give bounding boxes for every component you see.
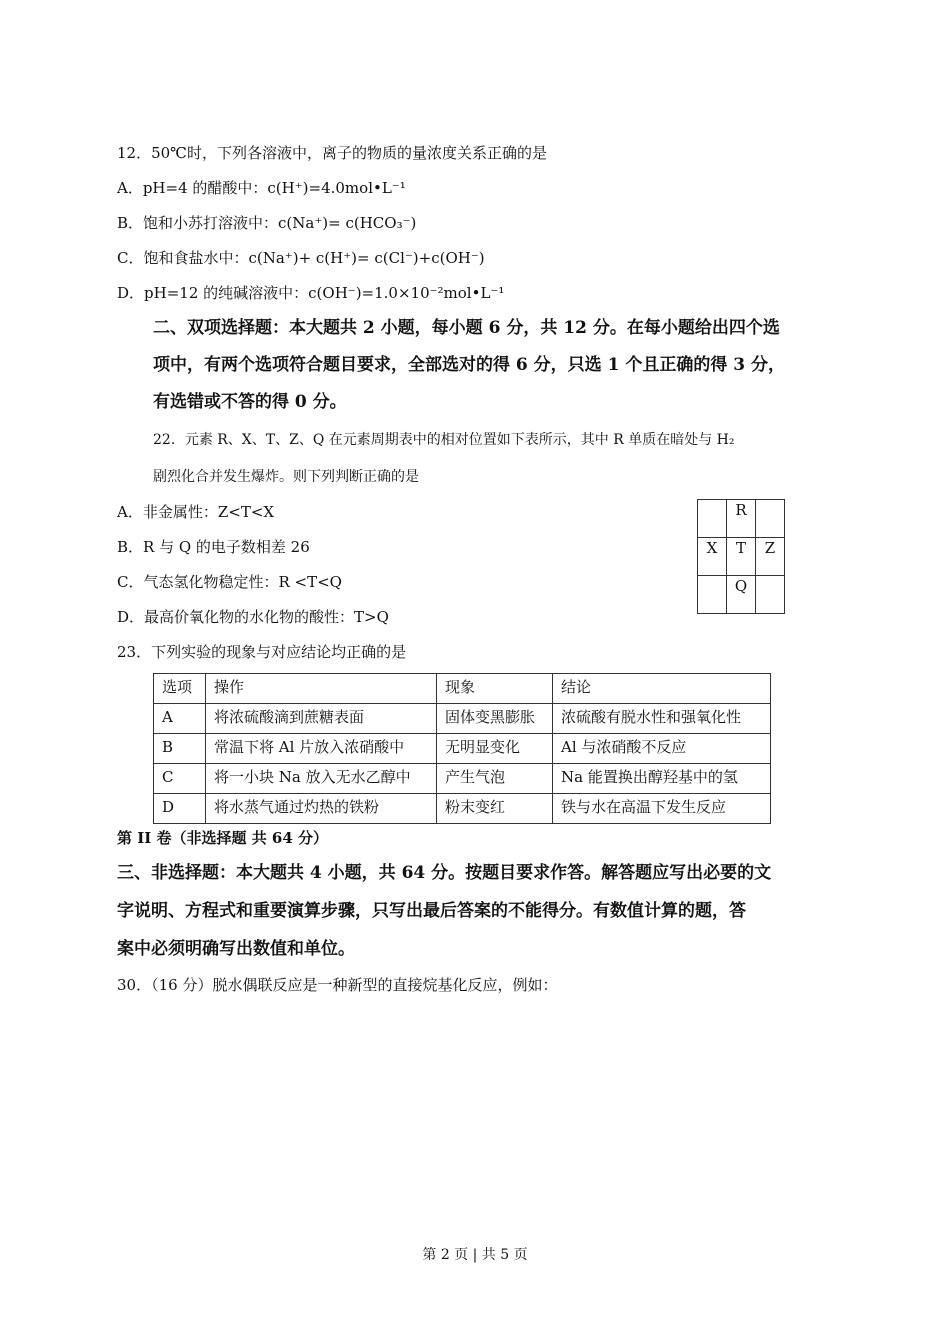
q12-option-b xyxy=(117,213,416,233)
section3-line: 字说明、方程式和重要演算步骤，只写出最后答案的不能得分。有数值计算的题，答 xyxy=(117,901,746,921)
cell xyxy=(698,576,727,614)
q12-option-a xyxy=(117,178,406,198)
q23-stem: 23．下列实验的现象与对应结论均正确的是 xyxy=(117,643,407,661)
table-row xyxy=(154,704,771,734)
cell: 常温下将 Al 片放入浓硝酸中 xyxy=(206,734,437,764)
cell: 铁与水在高温下发生反应 xyxy=(553,794,771,824)
option-label: A．pH=4 的醋酸中： xyxy=(117,179,268,197)
section2-line: 项中，有两个选项符合题目要求，全部选对的得 6 分，只选 1 个且正确的得 3 分， xyxy=(153,355,785,375)
cell xyxy=(698,500,727,538)
q22-option-a: A．非金属性：Z<T<X xyxy=(117,503,275,521)
cell: D xyxy=(154,794,206,824)
option-label: B．饱和小苏打溶液中： xyxy=(117,214,279,232)
q30-stem: 30．（16 分）脱水偶联反应是一种新型的直接烷基化反应，例如： xyxy=(117,976,558,994)
part2-heading: 第 II 卷（非选择题 共 64 分） xyxy=(117,829,329,847)
option-formula: c(Na⁺)= c(HCO₃⁻) xyxy=(278,214,417,232)
cell: T xyxy=(727,538,756,576)
cell: 将水蒸气通过灼热的铁粉 xyxy=(206,794,437,824)
header-cell: 结论 xyxy=(553,674,771,704)
section3-line: 案中必须明确写出数值和单位。 xyxy=(117,939,355,959)
header-cell: 操作 xyxy=(206,674,437,704)
cell: A xyxy=(154,704,206,734)
cell: Q xyxy=(727,576,756,614)
cell: 将一小块 Na 放入无水乙醇中 xyxy=(206,764,437,794)
q22-option-c: C．气态氢化物稳定性：R <T<Q xyxy=(117,573,342,591)
cell: 粉末变红 xyxy=(437,794,553,824)
table-row xyxy=(154,794,771,824)
section2-line: 有选错或不答的得 0 分。 xyxy=(153,392,347,412)
q12-stem: 12．50℃时，下列各溶液中，离子的物质的量浓度关系正确的是 xyxy=(117,144,547,162)
cell: Al 与浓硝酸不反应 xyxy=(553,734,771,764)
section2-line: 二、双项选择题：本大题共 2 小题，每小题 6 分，共 12 分。在每小题给出四个选 xyxy=(153,318,780,338)
cell xyxy=(756,576,785,614)
cell: Na 能置换出醇羟基中的氢 xyxy=(553,764,771,794)
table-row xyxy=(154,734,771,764)
cell: Z xyxy=(756,538,785,576)
periodic-table-fragment xyxy=(697,499,785,614)
option-label: D．pH=12 的纯碱溶液中： xyxy=(117,284,309,302)
q23-table xyxy=(153,673,771,824)
option-formula: c(Na⁺)+ c(H⁺)= c(Cl⁻)+c(OH⁻) xyxy=(248,249,485,267)
q12-option-c xyxy=(117,248,485,268)
header-cell: 选项 xyxy=(154,674,206,704)
table-row xyxy=(154,764,771,794)
cell: 产生气泡 xyxy=(437,764,553,794)
cell: 将浓硫酸滴到蔗糖表面 xyxy=(206,704,437,734)
header-cell: 现象 xyxy=(437,674,553,704)
page-footer: 第 2 页 | 共 5 页 xyxy=(422,1247,528,1263)
q12-option-d xyxy=(117,283,504,303)
q22-option-b: B．R 与 Q 的电子数相差 26 xyxy=(117,538,310,556)
q22-stem: 22．元素 R、X、T、Z、Q 在元素周期表中的相对位置如下表所示，其中 R 单质在暗处与 H₂ xyxy=(153,432,735,448)
section3-line: 三、非选择题：本大题共 4 小题，共 64 分。按题目要求作答。解答题应写出必要的文 xyxy=(117,863,772,883)
q22-stem: 剧烈化合并发生爆炸。则下列判断正确的是 xyxy=(153,469,419,485)
cell xyxy=(756,500,785,538)
option-formula: c(H⁺)=4.0mol•L⁻¹ xyxy=(267,179,406,197)
cell: B xyxy=(154,734,206,764)
cell: X xyxy=(698,538,727,576)
cell: R xyxy=(727,500,756,538)
cell: 固体变黑膨胀 xyxy=(437,704,553,734)
option-label: C．饱和食盐水中： xyxy=(117,249,249,267)
cell: C xyxy=(154,764,206,794)
option-formula: c(OH⁻)=1.0×10⁻²mol•L⁻¹ xyxy=(308,284,505,302)
q22-option-d: D．最高价氧化物的水化物的酸性：T>Q xyxy=(117,608,389,626)
cell: 无明显变化 xyxy=(437,734,553,764)
cell: 浓硫酸有脱水性和强氧化性 xyxy=(553,704,771,734)
